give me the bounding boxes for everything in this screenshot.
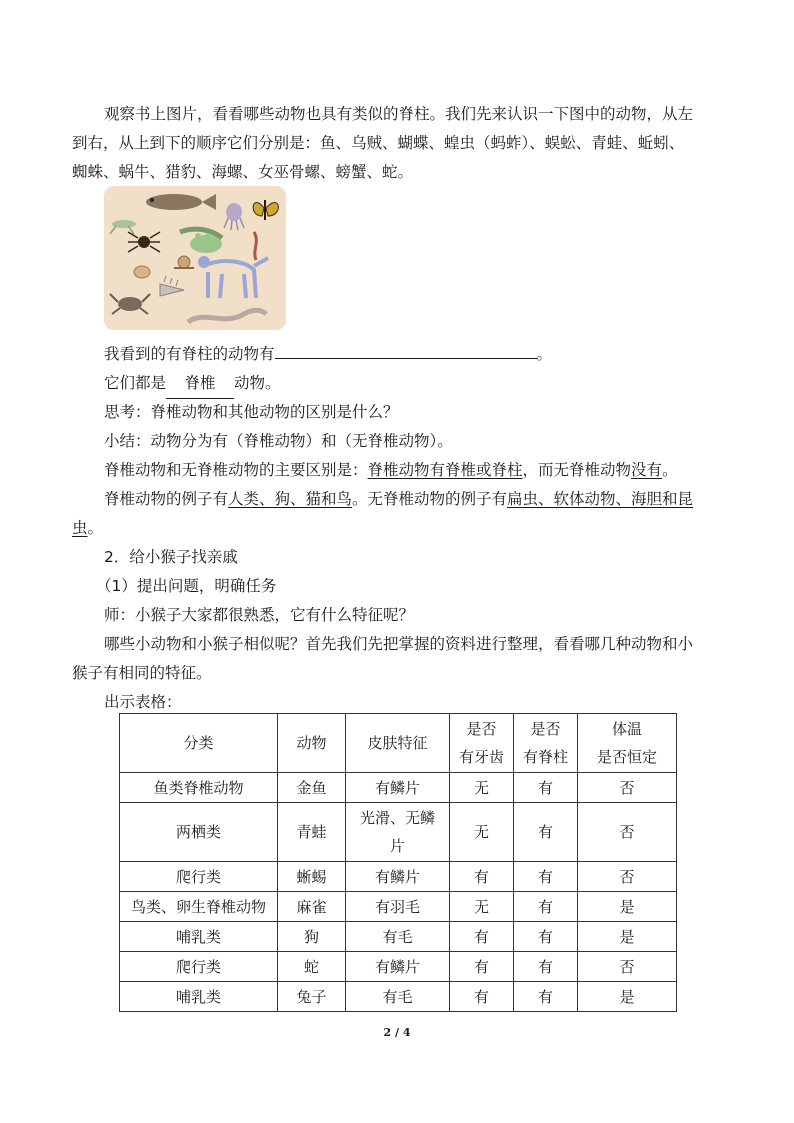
examples-line-2 [72, 514, 682, 543]
header-animal: 动物 [278, 714, 346, 773]
cell: 有 [514, 982, 578, 1012]
section-2-1-heading: （1）提出问题，明确任务 [96, 577, 277, 595]
cell: 狗 [278, 922, 346, 952]
ex-answer-1: 人类、狗、猫和鸟 [228, 490, 353, 508]
fill1-suffix: 。 [536, 345, 553, 363]
ex-mid: 。无脊椎动物的例子有 [352, 490, 508, 508]
cell: 有 [450, 862, 514, 892]
header-teeth: 是否 有牙齿 [450, 714, 514, 773]
cell: 无 [450, 892, 514, 922]
diff-suffix: 。 [662, 461, 678, 479]
examples-line-1 [104, 485, 714, 514]
cell: 蛇 [278, 952, 346, 982]
cell: 有毛 [346, 922, 450, 952]
which-line-1: 哪些小动物和小猴子相似呢？首先我们先把掌握的资料进行整理，看看哪几种动物和小 [104, 635, 694, 653]
cell: 有 [514, 922, 578, 952]
cell: 哺乳类 [120, 982, 278, 1012]
fill2-suffix: 动物。 [234, 374, 281, 392]
ex-answer-2a: 扁虫、软体动物、海胆和昆 [507, 490, 694, 508]
cell: 两栖类 [120, 803, 278, 862]
cell: 有鳞片 [346, 773, 450, 803]
ex-prefix: 脊椎动物的例子有 [104, 490, 229, 508]
table-header-row [120, 714, 677, 773]
table-row [120, 952, 677, 982]
summary-line: 小结：动物分为有（脊椎动物）和（无脊椎动物）。 [104, 432, 453, 450]
cell: 麻雀 [278, 892, 346, 922]
crab-icon [110, 294, 150, 314]
cell: 是 [578, 922, 677, 952]
cell: 青蛙 [278, 803, 346, 862]
cell: 爬行类 [120, 952, 278, 982]
header-category: 分类 [120, 714, 278, 773]
diff-mid: ，而无脊椎动物 [522, 461, 632, 479]
intro-line-2: 到右，从上到下的顺序它们分别是：鱼、乌贼、蝴蝶、蝗虫（蚂蚱）、蜈蚣、青蛙、蚯蚓、 [72, 134, 685, 152]
cell: 金鱼 [278, 773, 346, 803]
cell: 光滑、无鳞 片 [346, 803, 450, 862]
butterfly-icon [253, 200, 278, 220]
header-spine: 是否 有脊柱 [514, 714, 578, 773]
fish-icon [146, 194, 216, 210]
cell: 否 [578, 803, 677, 862]
cell: 有 [450, 982, 514, 1012]
diff-answer-2: 没有 [631, 461, 663, 479]
cell: 兔子 [278, 982, 346, 1012]
cell: 否 [578, 773, 677, 803]
cell: 有毛 [346, 982, 450, 1012]
earthworm-icon [254, 232, 256, 260]
ex-answer-2b: 虫 [72, 519, 88, 537]
cell: 有 [514, 773, 578, 803]
header-temp: 体温 是否恒定 [578, 714, 677, 773]
grasshopper-icon [110, 220, 136, 234]
cell: 无 [450, 803, 514, 862]
cell: 鱼类脊椎动物 [120, 773, 278, 803]
snake-icon [188, 310, 266, 322]
cell: 否 [578, 862, 677, 892]
spider-icon [128, 232, 160, 252]
cell: 无 [450, 773, 514, 803]
shell-icon [134, 266, 150, 278]
answer-blank-1[interactable] [275, 340, 537, 359]
which-line-2: 猴子有相同的特征。 [72, 664, 212, 682]
cell: 有 [450, 952, 514, 982]
teacher-question: 师：小猴子大家都很熟悉，它有什么特征呢？ [104, 606, 415, 624]
table-row [120, 862, 677, 892]
table-row [120, 922, 677, 952]
cell: 有 [514, 803, 578, 862]
table-row [120, 892, 677, 922]
cell: 有 [514, 892, 578, 922]
cell: 有 [514, 952, 578, 982]
murex-shell-icon [160, 276, 184, 296]
think-question: 思考：脊椎动物和其他动物的区别是什么？ [104, 403, 399, 421]
cell: 有鳞片 [346, 862, 450, 892]
cell: 有 [450, 922, 514, 952]
cell: 是 [578, 982, 677, 1012]
snail-icon [174, 256, 194, 268]
diff-prefix: 脊椎动物和无脊椎动物的主要区别是： [104, 461, 368, 479]
intro-line-1: 观察书上图片，看看哪些动物也具有类似的脊柱。我们先来认识一下图中的动物，从左 [104, 105, 694, 123]
fill-in-line-2 [104, 369, 714, 399]
fill1-prefix: 我看到的有脊柱的动物有 [104, 345, 275, 363]
ex-suffix: 。 [87, 519, 104, 537]
difference-line [104, 456, 714, 485]
squid-icon [224, 203, 244, 230]
cell: 哺乳类 [120, 922, 278, 952]
show-table-label: 出示表格： [104, 693, 182, 711]
cell: 爬行类 [120, 862, 278, 892]
page-number: 2 / 4 [383, 1026, 411, 1039]
fill-in-line-1 [104, 340, 714, 369]
cell: 否 [578, 952, 677, 982]
cell: 蜥蜴 [278, 862, 346, 892]
diff-answer-1: 脊椎动物有脊椎或脊柱 [367, 461, 523, 479]
cheetah-skeleton-icon [198, 256, 268, 298]
cell: 有羽毛 [346, 892, 450, 922]
cell: 有鳞片 [346, 952, 450, 982]
table-row [120, 773, 677, 803]
cell: 有 [514, 862, 578, 892]
answer-blank-2[interactable]: 脊椎 [166, 369, 234, 399]
header-skin: 皮肤特征 [346, 714, 450, 773]
cell: 是 [578, 892, 677, 922]
section-2-heading: 2．给小猴子找亲戚 [104, 548, 238, 566]
intro-line-3: 蜘蛛、蜗牛、猎豹、海螺、女巫骨螺、螃蟹、蛇。 [72, 163, 414, 181]
fill2-prefix: 它们都是 [104, 374, 167, 392]
animals-picture [104, 186, 286, 330]
animals-illustration [104, 186, 286, 330]
table-row [120, 803, 677, 862]
table-row [120, 982, 677, 1012]
animal-features-table [119, 713, 677, 1012]
cell: 鸟类、卵生脊椎动物 [120, 892, 278, 922]
